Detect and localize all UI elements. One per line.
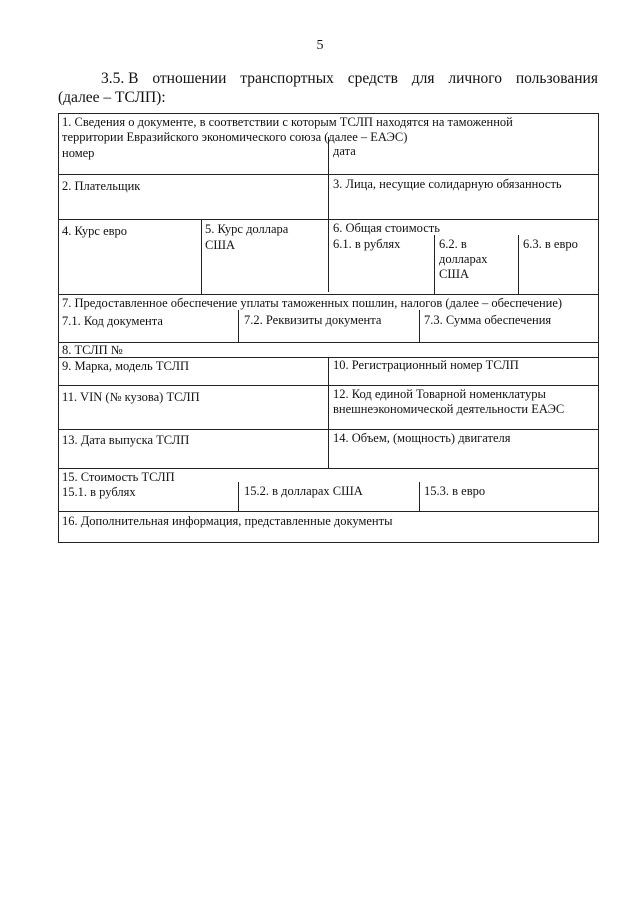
column-divider [419, 482, 420, 511]
field-8-tslp-number: 8. ТСЛП № [62, 343, 123, 357]
field-5-usd-rate-line1: 5. Курс доллара [205, 222, 289, 236]
heading-word: средств [347, 70, 398, 87]
field-10-reg-number: 10. Регистрационный номер ТСЛП [333, 358, 519, 372]
column-divider [328, 137, 329, 292]
column-divider [518, 235, 519, 294]
column-divider [238, 310, 239, 342]
field-15-1-rub: 15.1. в рублях [62, 485, 136, 499]
heading-line-2: (далее – ТСЛП): [58, 89, 166, 106]
field-16-additional-info: 16. Дополнительная информация, представленные документы [62, 514, 393, 528]
field-6-3-eur: 6.3. в евро [523, 237, 578, 251]
tslp-form-table [58, 113, 599, 543]
field-7-guarantee-title: 7. Предоставленное обеспечение уплаты таможенных пошлин, налогов (далее – обеспечение) [62, 296, 563, 310]
field-6-1-rub: 6.1. в рублях [333, 237, 401, 251]
field-13-release-date: 13. Дата выпуска ТСЛП [62, 433, 190, 447]
field-9-make-model: 9. Марка, модель ТСЛП [62, 359, 190, 373]
field-15-3-eur: 15.3. в евро [424, 484, 486, 498]
row-divider [59, 511, 598, 512]
heading-word: личного [448, 70, 502, 87]
column-divider [201, 219, 202, 294]
field-6-total-title: 6. Общая стоимость [333, 221, 440, 235]
field-14-engine-volume: 14. Объем, (мощность) двигателя [333, 431, 511, 445]
heading-line-1 [58, 69, 598, 88]
field-7-1-doc-code: 7.1. Код документа [62, 314, 163, 328]
heading-word: отношении [152, 70, 227, 87]
field-1-date-label: дата [333, 144, 356, 158]
column-divider [434, 235, 435, 294]
field-6-2-usd-line1: 6.2. в [439, 237, 467, 251]
field-1-number-label: номер [62, 146, 95, 160]
heading-word: 3.5. В [101, 70, 139, 87]
page-number: 5 [316, 38, 324, 53]
heading-word: для [411, 70, 435, 87]
row-divider [59, 468, 598, 469]
column-divider [419, 310, 420, 342]
field-6-2-usd-line2: долларах [439, 252, 488, 266]
field-1-title-line1: 1. Сведения о документе, в соответствии с которым ТСЛП находятся на таможенной [62, 115, 513, 129]
row-divider [59, 294, 598, 295]
column-divider [238, 482, 239, 511]
field-12-tnved-line1: 12. Код единой Товарной номенклатуры [333, 387, 546, 401]
field-15-2-usd: 15.2. в долларах США [244, 484, 363, 498]
heading-word: транспортных [240, 70, 334, 87]
row-divider [59, 342, 598, 343]
field-3-joint-liable: 3. Лица, несущие солидарную обязанность [333, 177, 562, 191]
field-6-2-usd-line3: США [439, 267, 469, 281]
field-4-euro-rate: 4. Курс евро [62, 224, 128, 238]
field-1-title-line2: территории Евразийского экономического союза (далее – ЕАЭС) [62, 130, 408, 144]
heading-word: пользования [515, 70, 598, 87]
field-11-vin: 11. VIN (№ кузова) ТСЛП [62, 390, 200, 404]
field-5-usd-rate-line2: США [205, 238, 235, 252]
section-heading [58, 69, 598, 107]
field-15-cost-title: 15. Стоимость ТСЛП [62, 470, 175, 484]
column-divider [328, 357, 329, 468]
field-7-2-doc-details: 7.2. Реквизиты документа [244, 313, 382, 327]
field-7-3-guarantee-sum: 7.3. Сумма обеспечения [424, 313, 552, 327]
field-12-tnved-line2: внешнеэкономической деятельности ЕАЭС [333, 402, 565, 416]
field-2-payer: 2. Плательщик [62, 179, 141, 193]
